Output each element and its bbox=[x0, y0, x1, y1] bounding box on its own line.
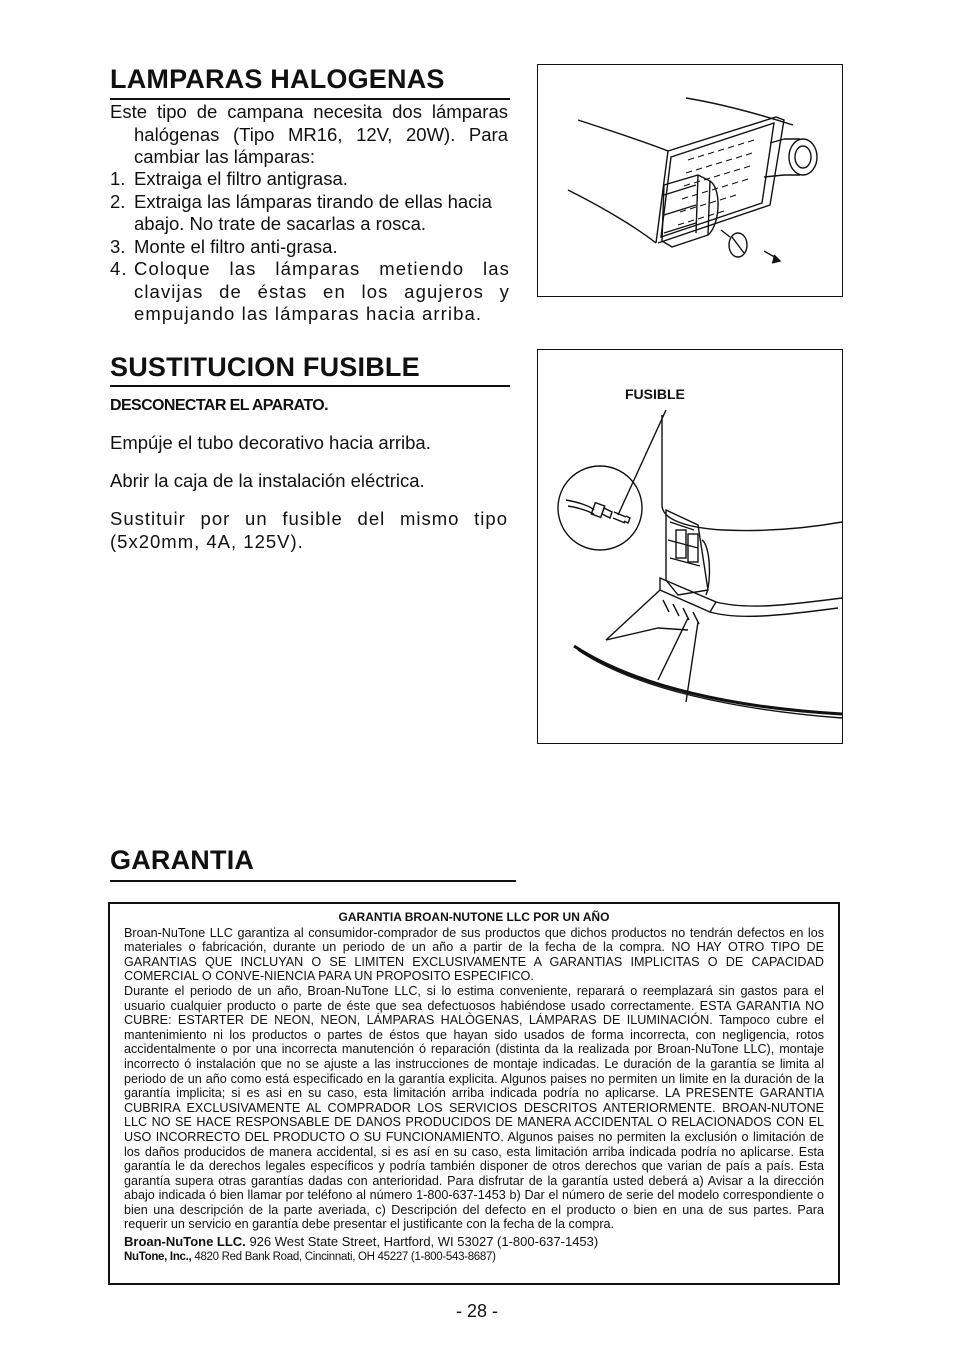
warranty-box-title: GARANTIA BROAN-NUTONE LLC POR UN AÑO bbox=[338, 910, 610, 924]
step-text: Coloque las lámparas metiendo las clavijas de éstas en los agujeros y empujando las lámparas hacia arriba. bbox=[134, 258, 510, 324]
section-rule bbox=[110, 385, 510, 387]
halogen-intro bbox=[110, 101, 508, 169]
section-title-warranty: GARANTIA bbox=[110, 845, 255, 875]
list-item bbox=[110, 168, 510, 191]
list-item bbox=[110, 236, 510, 259]
halogen-lamp-illustration bbox=[538, 65, 842, 296]
warranty-address-broan bbox=[124, 1235, 824, 1250]
list-item bbox=[110, 258, 510, 326]
step-text: Extraiga las lámparas tirando de ellas hacia abajo. No trate de sacarlas a rosca. bbox=[134, 190, 492, 234]
page-number: - 28 - bbox=[455, 1301, 498, 1321]
halogen-steps bbox=[110, 168, 510, 326]
section-title-fuse: SUSTITUCION FUSIBLE bbox=[110, 352, 420, 382]
section-rule bbox=[110, 98, 510, 100]
fuse-figure bbox=[537, 349, 843, 744]
address-nutone: 4820 Red Bank Road, Cincinnati, OH 45227 (1-800-543-8687) bbox=[194, 1250, 496, 1263]
step-number: 3. bbox=[110, 235, 126, 257]
section-rule bbox=[110, 880, 516, 882]
fuse-label: FUSIBLE bbox=[625, 386, 685, 402]
disconnect-warning: DESCONECTAR EL APARATO. bbox=[110, 397, 328, 414]
fuse-step-1: Empúje el tubo decorativo hacia arriba. bbox=[110, 432, 431, 453]
list-item bbox=[110, 191, 510, 236]
warranty-paragraph-1: Broan-NuTone LLC garantiza al consumidor-comprador de sus productos que dichos productos no tendrán defectos en los materiales o fabricación, durante un periodo de un año a partir de la fecha de la compra. NO HAY OTRO TIPO DE GARANTIAS QUE INCLUYAN O SE LIMITEN EXCLUSIVAMENTE A GARANTIAS IMPLICITAS O DE CAPACIDAD COMERCIAL O CONVE-NIENCIA PARA UN PROPOSITO ESPECIFICO. bbox=[124, 925, 824, 984]
address-broan: 926 West State Street, Hartford, WI 53027 (1-800-637-1453) bbox=[249, 1234, 599, 1250]
step-number: 2. bbox=[110, 190, 126, 212]
company-name-broan: Broan-NuTone LLC. bbox=[124, 1234, 246, 1250]
halogen-lamp-figure bbox=[537, 64, 843, 297]
step-text: Extraiga el filtro antigrasa. bbox=[134, 168, 348, 189]
company-name-nutone: NuTone, Inc., bbox=[124, 1250, 192, 1263]
step-number: 1. bbox=[110, 168, 126, 189]
warranty-paragraph-2: Durante el periodo de un año, Broan-NuTone LLC, si lo estima conveniente, reparará o reemplazará sin gastos para el usuario cualquier producto o parte de éste que sea defectuosos habiéndose usado correctamente. ESTA GARANTIA NO CUBRE: ESTARTER DE NEON, NEON, LÁMPARAS HALÒGENAS, LÁMPARAS DE ILUMINACIÓN. Tampoco cubre el mantenimiento ni los productos o partes de éstos que hayan sido usados de forma incorrecta, con negligencia, rotos accidentalmente o por una incorrecta manutención ó reparación (distinta da la realizada por Broan-NuTone LLC), montaje incorrecto ó instalación que no se ajuste a las instrucciones de montaje indicadas. Le duración de la garantía se limita al periodo de un año como está especificado en la garantía explicita. Algunos paises no permiten un limite en la duración de la garantía implicita; si es asi en su caso, esta limitación arriba indicada podría no aplicarse. LA PRESENTE GARANTIA CUBRIRA EXCLUSIVAMENTE AL COMPRADOR LOS SERVICIOS DESCRITOS ANTERIORMENTE. BROAN-NUTONE LLC NO SE HACE RESPONSABLE DE DANOS PRODUCIDOS DE MANERA ACCIDENTAL O RELACIONADOS CON EL USO INCORRECTO DEL PRODUCTO O SU FUNCIONAMIENTO. Algunos paises no permiten la exclusión o limitación de los daños producidos de manera accidental, si es así en su caso, esta limitación arriba indicada podría no aplicarse. Esta garantía le da derechos legales específicos y podría también disponer de otros derechos que varian de país a país. Esta garantía supera otras garantías dadas con anterioridad. Para disfrutar de la garantía usted deberá a) Avisar a la dirección abajo indicada ó bien llamar por teléfono al número 1-800-637-1453 b) Dar el número de serie del modelo correspondiente o bien una descripción de la parte averiada, c) Descripción del defecto en el producto o bien en una de sus partes. Para requerir un servicio en garantía debe presentar el justificante con la fecha de la compra. bbox=[124, 983, 824, 1232]
warranty-address-nutone bbox=[124, 1250, 824, 1265]
step-number: 4. bbox=[110, 258, 128, 279]
fuse-step-3: Sustituir por un fusible del mismo tipo (5x20mm, 4A, 125V). bbox=[110, 508, 508, 552]
fuse-step-2: Abrir la caja de la instalación eléctrica. bbox=[110, 470, 425, 491]
halogen-intro-text: Este tipo de campana necesita dos lámparas halógenas (Tipo MR16, 12V, 20W). Para cambiar las lámparas: bbox=[110, 101, 508, 167]
fuse-illustration bbox=[538, 350, 842, 743]
section-title-halogen: LAMPARAS HALOGENAS bbox=[110, 64, 445, 94]
warranty-box bbox=[108, 902, 840, 1285]
step-text: Monte el filtro anti-grasa. bbox=[134, 235, 338, 257]
